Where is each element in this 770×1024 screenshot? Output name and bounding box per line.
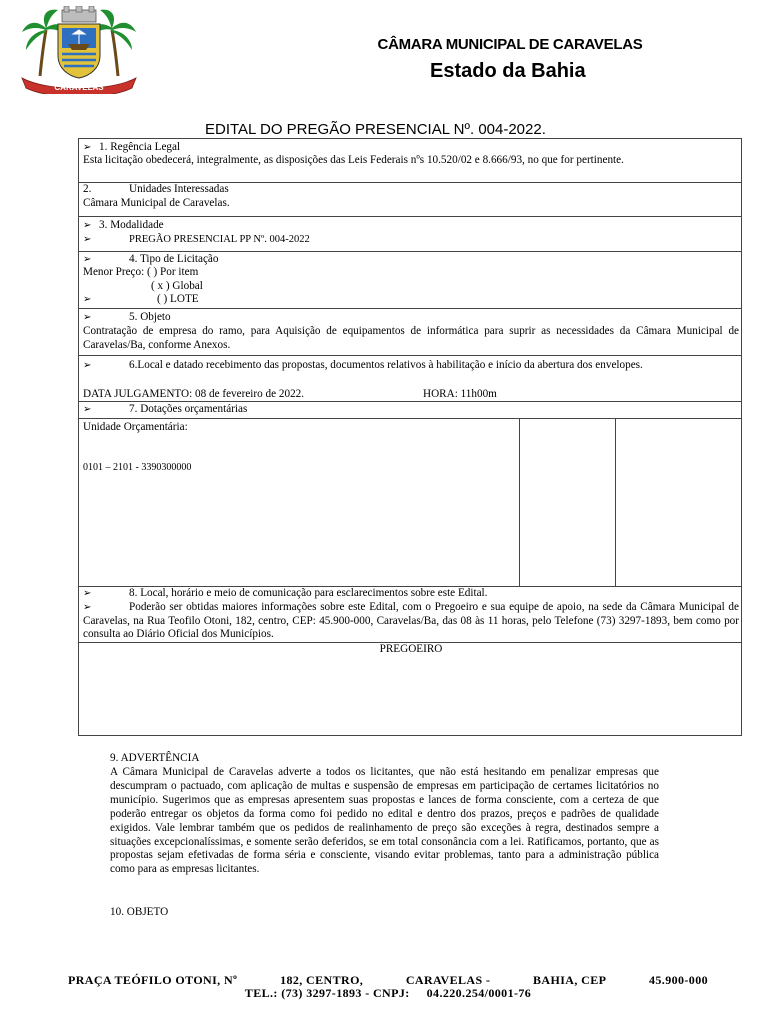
- section-9-text: A Câmara Municipal de Caravelas adverte a todos os licitantes, que não está hesitando em penalizar empresas que descumpram o pactuado, com aplicação de multas e suspensão de empresas em participação de certames licitatórios no município. Sugerimos que as empresas apresentem suas propostas e lances de forma consciente, com a certeza de que poderão entregar os objetos da forma como foi pedido no edital e dentro dos prazos, preços e padrões de qualidade exigidos. Vale lembrar também que os pedidos de realinhamento de preço são exceções à regra, destinados sempre a situações excepcionalíssimas, e somente serão deferidos, se em total consonância com a lei. Ratificamos, portanto, que as propostas sejam efetivadas de forma séria e consciente, visando evitar problemas, tanto para a administração pública como para as empresas licitantes.: [110, 766, 659, 876]
- section-4-option-lote: ➢ ( ) LOTE: [83, 293, 199, 305]
- section-10-heading: 10. OBJETO: [110, 906, 169, 918]
- section-4-heading: ➢ 4. Tipo de Licitação: [83, 253, 219, 265]
- footer-street: PRAÇA TEÓFILO OTONI, Nº: [68, 973, 238, 987]
- coat-of-arms-logo: [18, 6, 140, 94]
- footer-address: [68, 974, 708, 1000]
- section-2-heading: Unidades Interessadas: [129, 183, 229, 195]
- header-subtitle: Estado da Bahia: [430, 60, 586, 82]
- arrow-bullet-icon: ➢: [83, 254, 92, 265]
- arrow-bullet-icon: ➢: [83, 142, 92, 153]
- judgment-date: DATA JULGAMENTO: 08 de fevereiro de 2022.: [83, 388, 305, 400]
- footer-state: BAHIA, CEP: [533, 973, 607, 987]
- section-3-text: ➢ PREGÃO PRESENCIAL PP Nº. 004-2022: [83, 234, 310, 245]
- section-7-heading: ➢ 7. Dotações orçamentárias: [83, 403, 248, 415]
- divider: [79, 308, 741, 309]
- footer-city: CARAVELAS -: [405, 973, 491, 987]
- edital-title: EDITAL DO PREGÃO PRESENCIAL Nº. 004-2022.: [205, 121, 546, 138]
- section-1-heading: ➢ 1. Regência Legal: [83, 141, 181, 153]
- section-8-text: ➢ Poderão ser obtidas maiores informações sobre este Edital, com o Pregoeiro e sua equipe de apoio, na sede da Câmara Municipal de Caravelas, na Rua Teofilo Otoni, 182, centro, CEP: 45.900-000, Caravelas/Ba, das 08 às 11 horas, pelo Telefone (73) 3297-1893, bem como por consulta ao Diário Oficial dos Municípios.: [83, 601, 739, 640]
- section-3-heading: ➢ 3. Modalidade: [83, 219, 164, 231]
- edital-form-frame: [78, 138, 742, 736]
- section-5-heading: ➢ 5. Objeto: [83, 311, 171, 323]
- svg-text:CARAVELAS: CARAVELAS: [54, 83, 104, 92]
- arrow-bullet-icon: ➢: [83, 404, 92, 415]
- section-5-text: Contratação de empresa do ramo, para Aquisição de equipamentos de informática para suprir as necessidades da Câmara Municipal de Caravelas/Ba, conforme Anexos.: [83, 325, 739, 351]
- section-4-option-global: ( x ) Global: [151, 280, 203, 292]
- arrow-bullet-icon: ➢: [83, 602, 92, 613]
- arrow-bullet-icon: ➢: [83, 220, 92, 231]
- footer-number: 182, CENTRO,: [280, 973, 364, 987]
- divider: [79, 418, 741, 419]
- coat-of-arms-icon: [18, 6, 140, 94]
- arrow-bullet-icon: ➢: [83, 234, 92, 245]
- judgment-hour: HORA: 11h00m: [423, 388, 497, 400]
- column-divider: [615, 418, 616, 586]
- section-8-heading: ➢ 8. Local, horário e meio de comunicação para esclarecimentos sobre este Edital.: [83, 587, 488, 599]
- budget-code: 0101 – 2101 - 3390300000: [83, 462, 192, 473]
- section-2-number: 2.: [83, 183, 92, 195]
- divider: [79, 355, 741, 356]
- arrow-bullet-icon: ➢: [83, 294, 92, 305]
- arrow-bullet-icon: ➢: [83, 312, 92, 323]
- signature-label: PREGOEIRO: [379, 643, 443, 655]
- section-6-heading: ➢ 6.Local e datado recebimento das propostas, documentos relativos à habilitação e início da abertura dos envelopes.: [83, 359, 643, 371]
- section-2-text: Câmara Municipal de Caravelas.: [83, 197, 230, 209]
- budget-unit-label: Unidade Orçamentária:: [83, 421, 188, 433]
- arrow-bullet-icon: ➢: [83, 588, 92, 599]
- section-4-option-item: Menor Preço: ( ) Por item: [83, 266, 199, 278]
- section-1-text: Esta licitação obedecerá, integralmente, as disposições das Leis Federais nºs 10.520/02 e 8.666/93, no que for pertinente.: [83, 154, 624, 166]
- header-title: CÂMARA MUNICIPAL DE CARAVELAS: [377, 36, 643, 53]
- arrow-bullet-icon: ➢: [83, 360, 92, 371]
- column-divider: [519, 418, 520, 586]
- divider: [79, 216, 741, 217]
- footer-cep: 45.900-000: [649, 973, 708, 987]
- divider: [79, 251, 741, 252]
- section-9-heading: 9. ADVERTÊNCIA: [110, 752, 200, 764]
- footer-contact: TEL.: (73) 3297-1893 - CNPJ: 04.220.254/0001-76: [244, 986, 532, 1000]
